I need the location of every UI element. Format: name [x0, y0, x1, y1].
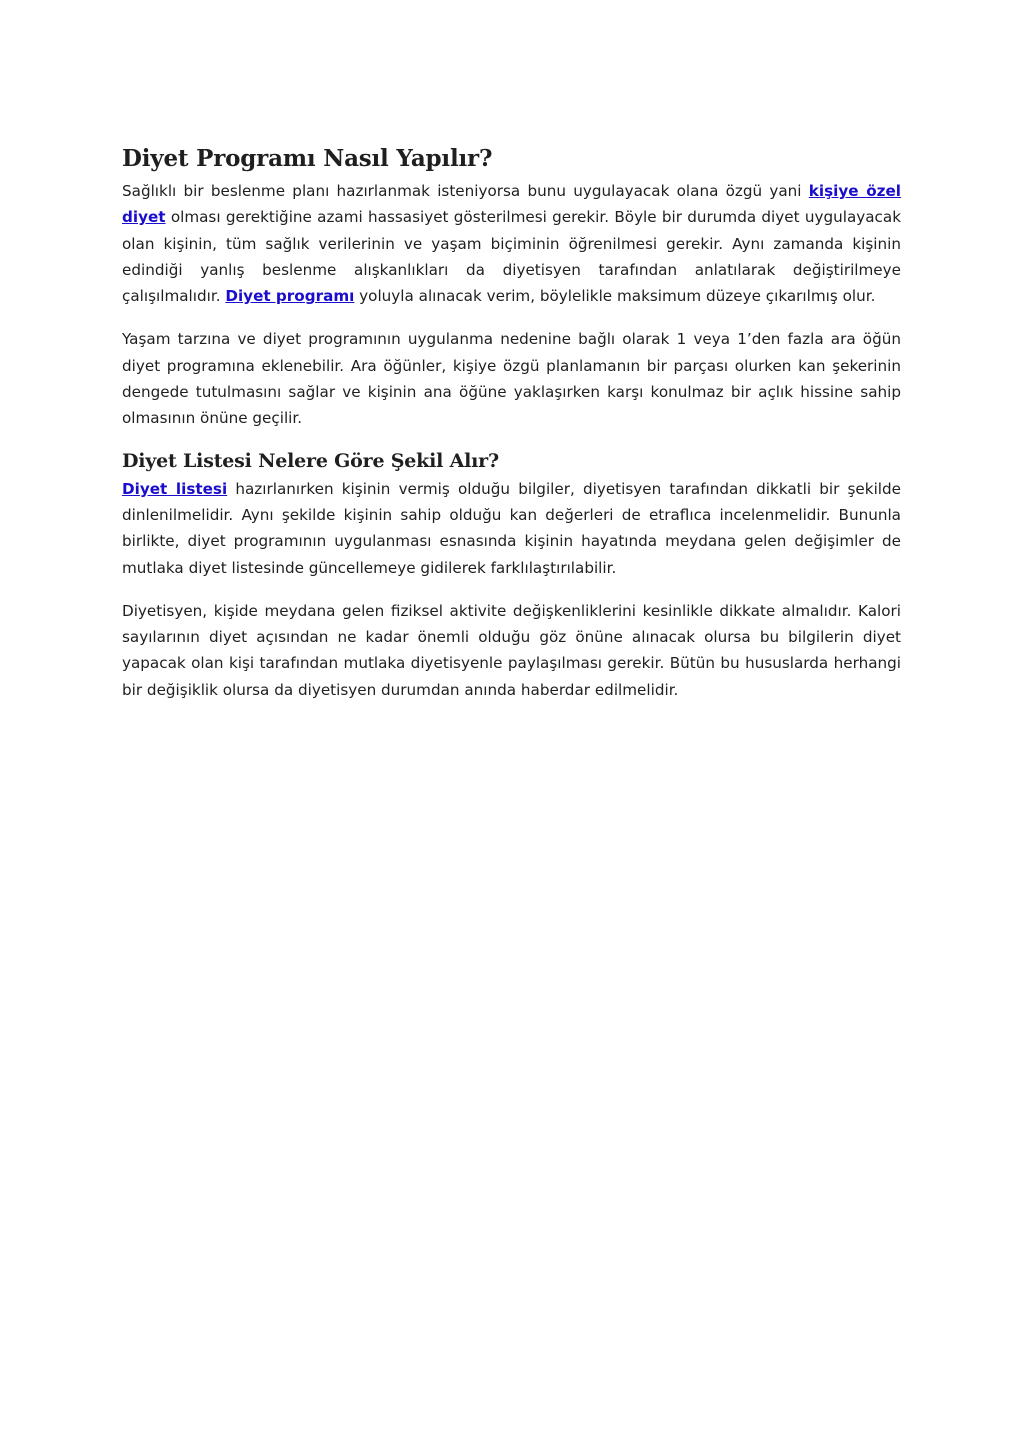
link-kisiye-ozel-diyet[interactable]: kişiye özel diyet — [122, 182, 901, 227]
section1-paragraph1-text-b: olması gerektiğine azami hassasiyet gösterilmesi gerekir. Böyle bir durumda diyet uygulayacak olan kişinin, tüm sağlık verilerinin ve yaşam biçiminin öğrenilmesi gerekir. Aynı zamanda kişinin edindiği yanlış beslenme alışkanlıkları da diyetisyen tarafından anlatılarak değiştirilmeye çalışılmalıdır. — [122, 208, 901, 306]
section2-paragraph1-text-a: hazırlanırken kişinin vermiş olduğu bilgiler, diyetisyen tarafından dikkatli bir şekilde dinlenilmelidir. Aynı şekilde kişinin sahip olduğu kan değerleri de etraflıca incelenmelidir. Bununla birlikte, diyet programının uygulanması esnasında kişinin hayatında meydana gelen değişimler de mutlaka diyet listesinde güncellemeye gidilerek farklılaştırılabilir. — [122, 479, 901, 577]
section1-heading: Diyet Programı Nasıl Yapılır? — [122, 145, 493, 172]
section2-heading: Diyet Listesi Nelere Göre Şekil Alır? — [122, 449, 499, 472]
document-body — [122, 140, 901, 703]
section2-paragraph1 — [122, 476, 901, 581]
link-diyet-programi[interactable]: Diyet programı — [225, 287, 355, 306]
section1-paragraph1-text-c: yoluyla alınacak verim, böylelikle maksimum düzeye çıkarılmış olur. — [354, 287, 876, 306]
section1-paragraph2: Yaşam tarzına ve diyet programının uygulanma nedenine bağlı olarak 1 veya 1’den fazla ara öğün diyet programına eklenebilir. Ara öğünler, kişiye özgü planlamanın bir parçası olurken kan şekerinin dengede tutulmasını sağlar ve kişinin ana öğüne yaklaşırken karşı konulmaz bir açlık hissine sahip olmasının önüne geçilir. — [122, 330, 901, 428]
section1-paragraph1 — [122, 178, 901, 309]
link-diyet-listesi[interactable]: Diyet listesi — [122, 479, 228, 498]
section1-paragraph1-text-a: Sağlıklı bir beslenme planı hazırlanmak isteniyorsa bunu uygulayacak olana özgü yani — [122, 182, 809, 200]
section2-paragraph2: Diyetisyen, kişide meydana gelen fiziksel aktivite değişkenliklerini kesinlikle dikkate almalıdır. Kalori sayılarının diyet açısından ne kadar önemli olduğu göz önüne alınacak olursa bu bilgilerin diyet yapacak olan kişi tarafından mutlaka diyetisyenle paylaşılması gerekir. Bütün bu hususlarda herhangi bir değişiklik olursa da diyetisyen durumdan anında haberdar edilmelidir. — [122, 601, 901, 699]
